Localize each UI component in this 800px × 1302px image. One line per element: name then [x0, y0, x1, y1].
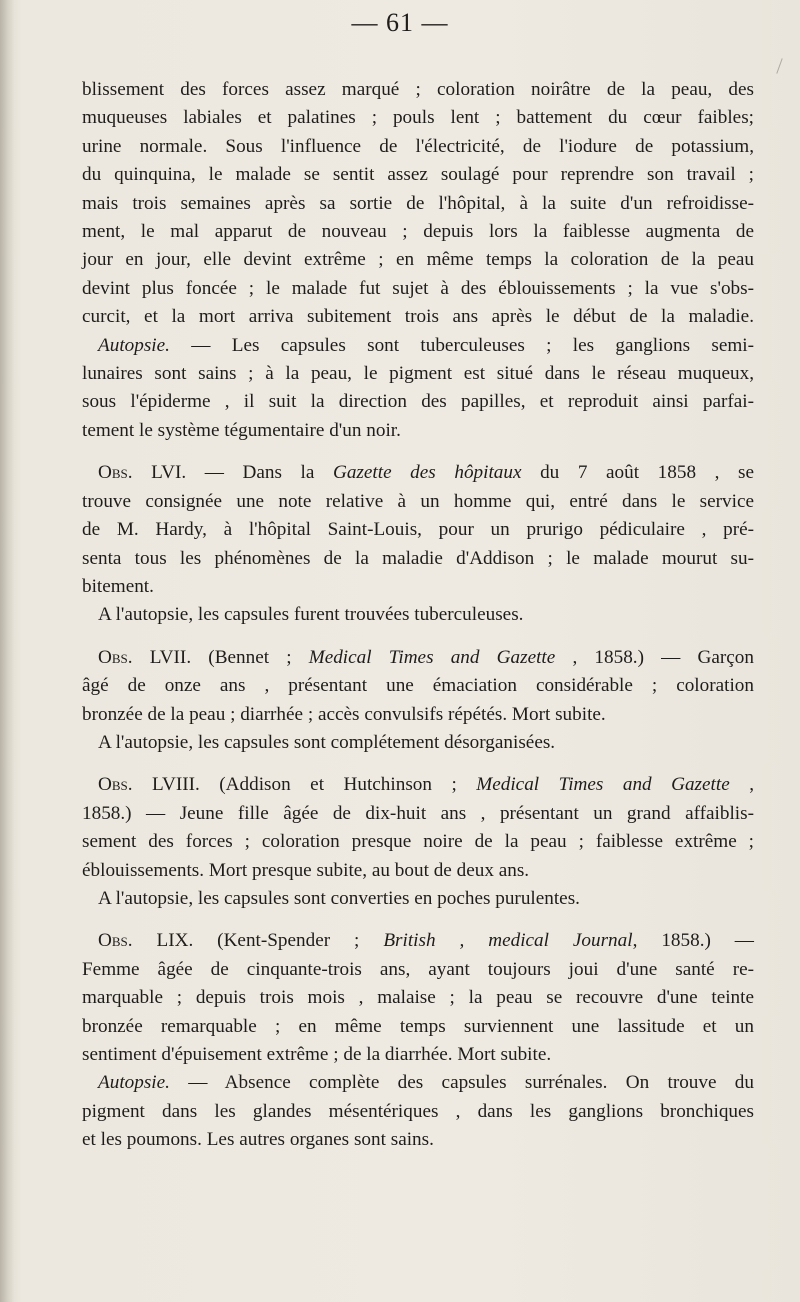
- text-run: , 1858.) — Garçon: [555, 646, 754, 668]
- text-run: (Kent-Spender ;: [193, 930, 384, 952]
- source-title: Medical Times and Gazette: [308, 646, 556, 668]
- observation-lviii: [82, 771, 754, 913]
- source-title: Gazette des hôpitaux: [332, 462, 522, 484]
- observation-lvi: [82, 459, 754, 629]
- paragraph-case-description: [82, 76, 754, 332]
- text-run: (Bennet ;: [191, 646, 309, 668]
- binding-edge: [0, 0, 14, 1302]
- text-line: sement des forces ; coloration presque noire de la peau ; faiblesse extrême ;: [82, 831, 754, 853]
- autopsy-label: Autopsie.: [98, 334, 170, 356]
- text-line: lunaires sont sains ; à la peau, le pigment est situé dans le réseau muqueux,: [82, 363, 754, 385]
- text-run: (Addison et Hutchinson ;: [199, 774, 477, 796]
- text-line: ment, le mal apparut de nouveau ; depuis lors la faiblesse augmenta de: [82, 221, 754, 243]
- autopsy-line: A l'autopsie, les capsules sont converties en poches purulentes.: [98, 887, 580, 909]
- autopsy-line: A l'autopsie, les capsules furent trouvées tuberculeuses.: [98, 604, 524, 626]
- text-line: pigment dans les glandes mésentériques , dans les ganglions bronchiques: [82, 1100, 754, 1122]
- text-line: devint plus foncée ; le malade fut sujet à des éblouissements ; la vue s'obs-: [82, 277, 754, 299]
- text-line: [82, 771, 754, 799]
- page-number: — 61 —: [351, 8, 449, 37]
- text-line: [82, 1069, 754, 1097]
- text-line: bronzée remarquable ; en même temps surviennent une lassitude et un: [82, 1015, 754, 1037]
- source-title: British , medical Journal: [383, 930, 633, 952]
- paragraph-gap: [82, 445, 754, 459]
- text-line: muqueuses labiales et palatines ; pouls lent ; battement du cœur faibles;: [82, 107, 754, 129]
- autopsy-line: A l'autopsie, les capsules sont complétement désorganisées.: [98, 731, 556, 753]
- observation-label: Obs. LVIII.: [98, 774, 200, 796]
- text-line: [82, 644, 754, 672]
- paragraph-gap: [82, 630, 754, 644]
- text-run: du 7 août 1858 , se: [521, 462, 754, 484]
- text-line: [82, 459, 754, 487]
- paragraph-autopsy-1: [82, 332, 754, 446]
- text-line: sous l'épiderme , il suit la direction des papilles, et reproduit ainsi parfai-: [82, 391, 754, 413]
- text-line: et les poumons. Les autres organes sont sains.: [82, 1129, 434, 1151]
- text-line: jour en jour, elle devint extrême ; en même temps la coloration de la peau: [82, 249, 754, 271]
- text-run: , 1858.) —: [632, 930, 754, 952]
- text-line: curcit, et la mort arriva subitement trois ans après le début de la maladie.: [82, 306, 754, 328]
- paragraph-autopsy-2: [82, 1069, 754, 1154]
- text-line: [82, 927, 754, 955]
- text-line: marquable ; depuis trois mois , malaise ; la peau se recouvre d'une teinte: [82, 987, 754, 1009]
- text-line: du quinquina, le malade se sentit assez soulagé pour reprendre son travail ;: [82, 164, 754, 186]
- observation-label: Obs. LVI.: [98, 462, 187, 484]
- observation-lvii: [82, 644, 754, 758]
- text-line: bronzée de la peau ; diarrhée ; accès convulsifs répétés. Mort subite.: [82, 703, 606, 725]
- text-run: — Absence complète des capsules surrénales. On trouve du: [169, 1072, 754, 1094]
- text-line: 1858.) — Jeune fille âgée de dix-huit ans , présentant un grand affaiblis-: [82, 802, 754, 824]
- text-line: âgé de onze ans , présentant une émaciation considérable ; coloration: [82, 675, 754, 697]
- body-text: [82, 76, 754, 1155]
- text-line: trouve consignée une note relative à un homme qui, entré dans le service: [82, 490, 754, 512]
- text-line: urine normale. Sous l'influence de l'électricité, de l'iodure de potassium,: [82, 135, 754, 157]
- text-line: mais trois semaines après sa sortie de l'hôpital, à la suite d'un refroidisse-: [82, 192, 754, 214]
- text-run: — Les capsules sont tuberculeuses ; les ganglions semi-: [169, 334, 754, 356]
- text-line: blissement des forces assez marqué ; coloration noirâtre de la peau, des: [82, 79, 754, 100]
- text-run: — Dans la: [186, 462, 333, 484]
- source-title: Medical Times and Gazette: [476, 774, 730, 796]
- observation-label: Obs. LVII.: [98, 646, 192, 668]
- text-run: ,: [729, 774, 754, 796]
- autopsy-label: Autopsie.: [98, 1072, 170, 1094]
- text-line: Femme âgée de cinquante-trois ans, ayant toujours joui d'une santé re-: [82, 958, 754, 980]
- text-line: sentiment d'épuisement extrême ; de la diarrhée. Mort subite.: [82, 1044, 552, 1065]
- text-line: de M. Hardy, à l'hôpital Saint-Louis, pour un prurigo pédiculaire , pré-: [82, 519, 754, 541]
- stray-mark: [776, 58, 782, 73]
- text-line: [82, 332, 754, 360]
- paragraph-gap: [82, 757, 754, 771]
- text-line: bitement.: [82, 575, 154, 597]
- text-line: senta tous les phénomènes de la maladie d'Addison ; le malade mourut su-: [82, 547, 754, 569]
- observation-label: Obs. LIX.: [98, 930, 194, 952]
- observation-lix: [82, 927, 754, 1069]
- paragraph-gap: [82, 913, 754, 927]
- text-line: tement le système tégumentaire d'un noir.: [82, 419, 401, 441]
- text-line: éblouissements. Mort presque subite, au bout de deux ans.: [82, 859, 530, 881]
